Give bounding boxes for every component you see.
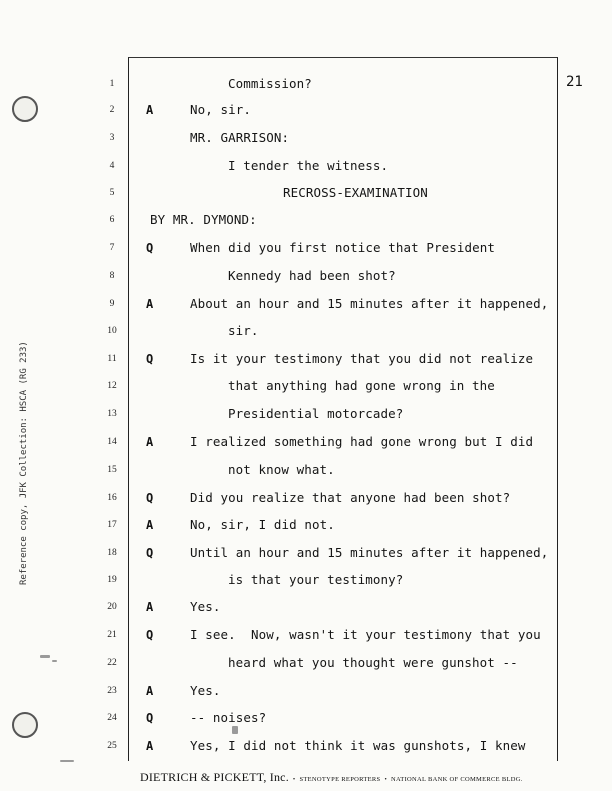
speaker-marker: Q <box>146 711 154 725</box>
speaker-marker: A <box>146 297 154 311</box>
line-number: 8 <box>109 271 115 281</box>
transcript-line: that anything had gone wrong in the <box>228 378 495 393</box>
transcript-line: not know what. <box>228 462 335 477</box>
transcript-line: Kennedy had been shot? <box>228 268 396 283</box>
footer-bullet: • <box>292 776 296 783</box>
line-number: 16 <box>107 493 117 503</box>
speaker-marker: Q <box>146 352 154 366</box>
page-number: 21 <box>566 74 583 90</box>
transcript-line: is that your testimony? <box>228 572 404 587</box>
line-number: 10 <box>107 326 117 336</box>
transcript-line: Presidential motorcade? <box>228 406 404 421</box>
speaker-marker: A <box>146 739 154 753</box>
line-number: 5 <box>109 188 115 198</box>
line-number: 13 <box>107 409 117 419</box>
speaker-marker: A <box>146 600 154 614</box>
footer <box>140 768 570 786</box>
binder-hole <box>12 712 38 738</box>
line-number: 15 <box>107 465 117 475</box>
speaker-marker: Q <box>146 628 154 642</box>
line-number: 11 <box>107 354 117 364</box>
transcript-line: I see. Now, wasn't it your testimony that you <box>190 627 541 642</box>
transcript-line: Is it your testimony that you did not realize <box>190 351 534 366</box>
line-number: 1 <box>109 79 115 89</box>
scan-speck <box>52 660 57 662</box>
binder-hole <box>12 96 38 122</box>
line-number: 20 <box>107 602 117 612</box>
line-number: 9 <box>109 299 115 309</box>
line-number: 17 <box>107 520 117 530</box>
speaker-marker: A <box>146 518 154 532</box>
line-number: 24 <box>107 713 117 723</box>
transcript-line: When did you first notice that President <box>190 240 496 255</box>
scan-speck <box>232 726 238 734</box>
transcript-line: No, sir, I did not. <box>190 517 335 532</box>
line-number: 22 <box>107 658 117 668</box>
transcript-line: Yes. <box>190 599 221 614</box>
scan-speck <box>60 760 74 762</box>
line-number: 7 <box>109 243 115 253</box>
line-number: 6 <box>109 215 115 225</box>
footer-service: STENOTYPE REPORTERS <box>299 776 381 783</box>
speaker-marker: Q <box>146 241 154 255</box>
transcript-line: No, sir. <box>190 102 252 117</box>
speaker-marker: Q <box>146 546 154 560</box>
line-number: 4 <box>109 161 115 171</box>
transcript-line: Yes, I did not think it was gunshots, I knew <box>190 738 526 753</box>
transcript-line: heard what you thought were gunshot -- <box>228 655 518 670</box>
reference-copy-stamp: Reference copy, JFK Collection: HSCA (RG 233) <box>19 341 29 585</box>
speaker-marker: A <box>146 103 154 117</box>
footer-address: NATIONAL BANK OF COMMERCE BLDG. <box>391 776 523 783</box>
line-number: 19 <box>107 575 117 585</box>
line-number: 3 <box>109 133 115 143</box>
transcript-line: -- noises? <box>190 710 267 725</box>
transcript-line: Yes. <box>190 683 221 698</box>
transcript-line: Did you realize that anyone had been shot? <box>190 490 511 505</box>
transcript-line: Until an hour and 15 minutes after it happened, <box>190 545 549 560</box>
speaker-marker: A <box>146 684 154 698</box>
transcript-line: sir. <box>228 323 259 338</box>
transcript-line: I realized something had gone wrong but I did <box>190 434 534 449</box>
footer-bullet: • <box>384 776 388 783</box>
line-number: 12 <box>107 381 117 391</box>
footer-company: DIETRICH & PICKETT, Inc. <box>140 770 289 784</box>
transcript-line: BY MR. DYMOND: <box>150 212 257 227</box>
line-number: 14 <box>107 437 117 447</box>
transcript-line: About an hour and 15 minutes after it happened, <box>190 296 549 311</box>
transcript-line: I tender the witness. <box>228 158 389 173</box>
speaker-marker: A <box>146 435 154 449</box>
transcript-line: Commission? <box>228 76 312 91</box>
speaker-marker: Q <box>146 491 154 505</box>
scan-speck <box>40 655 50 658</box>
line-number: 2 <box>109 105 115 115</box>
line-number: 25 <box>107 741 117 751</box>
transcript-line: RECROSS-EXAMINATION <box>283 185 428 200</box>
line-number: 18 <box>107 548 117 558</box>
transcript-line: MR. GARRISON: <box>190 130 290 145</box>
line-number: 21 <box>107 630 117 640</box>
line-number: 23 <box>107 686 117 696</box>
